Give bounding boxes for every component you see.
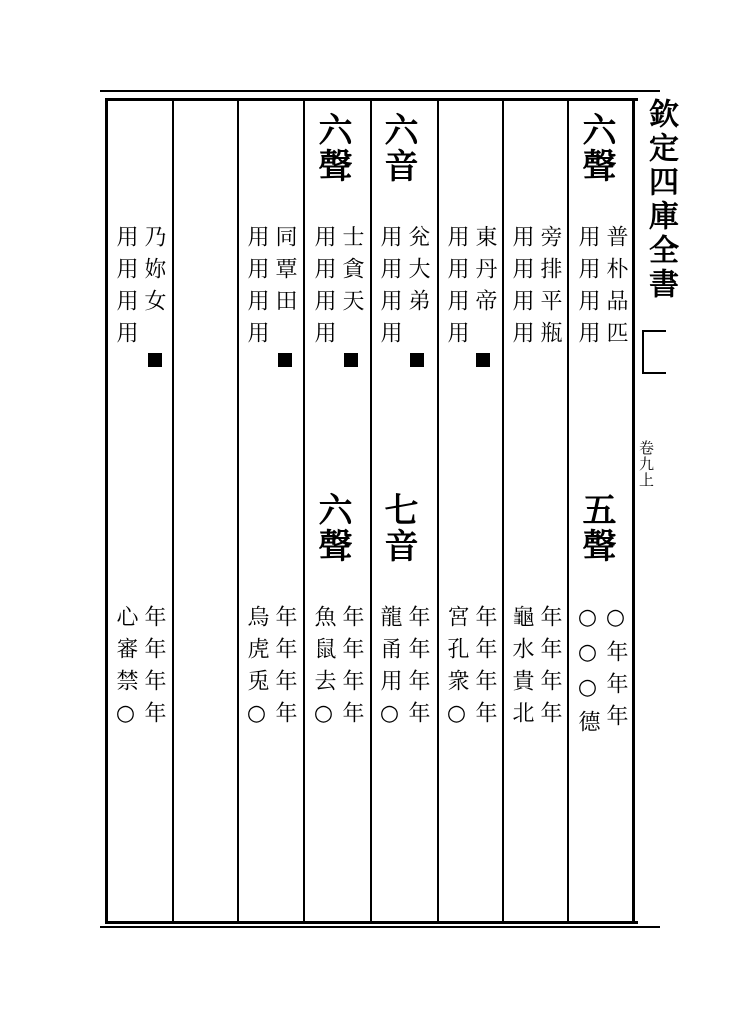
column-lower-pair (112, 605, 166, 736)
column-bottom-right: 年年年年 (272, 605, 297, 733)
bottom-border-line (100, 926, 660, 928)
column-heading: 六聲 (312, 112, 352, 184)
column-top-right: 東丹帝 (472, 225, 497, 321)
column-lower-pair (243, 605, 297, 736)
column-top-left: 用用用用 (113, 225, 138, 353)
column-top-right: 旁排平瓶 (537, 225, 562, 353)
column-rule (303, 98, 305, 921)
column-rule (437, 98, 439, 921)
column-top-left: 用用用用 (575, 225, 600, 353)
column-bottom-left: ○○○德 (575, 605, 600, 742)
column-lower-pair (376, 605, 430, 736)
column-top-left: 用用用用 (311, 225, 336, 353)
column-rule (172, 98, 174, 921)
column-rule (632, 98, 635, 921)
column-bottom-left: 魚鼠去○ (311, 605, 336, 736)
column-lower-pair (508, 605, 562, 733)
black-square-mark (476, 353, 490, 367)
column-mid-heading: 五聲 (576, 492, 616, 564)
column-upper-pair (443, 225, 497, 353)
column-rule (502, 98, 504, 921)
column-lower-pair (310, 605, 364, 736)
column-lower-pair (574, 605, 628, 742)
column-upper-pair (112, 225, 166, 353)
column-rule (237, 98, 239, 921)
column-upper-pair (310, 225, 364, 353)
book-title-banner (638, 98, 678, 302)
column-mid-heading: 七音 (378, 492, 418, 564)
column-top-left: 用用用用 (444, 225, 469, 353)
column-bottom-right: 年年年年 (405, 605, 430, 733)
book-title: 欽定四庫全書 (643, 98, 678, 302)
column-bottom-left: 龜水貴北 (509, 605, 534, 733)
column-bottom-right: 年年年年 (339, 605, 364, 733)
column-upper-pair (574, 225, 628, 353)
column-top-right: 同覃田 (272, 225, 297, 321)
column-upper-pair (243, 225, 297, 353)
column-bottom-left: 宮孔衆○ (444, 605, 469, 736)
black-square-mark (148, 353, 162, 367)
column-top-right: 乃妳女 (141, 225, 166, 321)
column-rule (370, 98, 372, 921)
black-square-mark (278, 353, 292, 367)
column-bottom-right: 年年年年 (141, 605, 166, 733)
column-bottom-right: ○年年年 (603, 605, 628, 736)
black-square-mark (344, 353, 358, 367)
juan-label: 卷九上 (637, 440, 655, 488)
column-upper-pair (376, 225, 430, 353)
column-heading: 六音 (378, 112, 418, 184)
column-bottom-right: 年年年年 (537, 605, 562, 733)
black-square-mark (410, 353, 424, 367)
column-top-right: 普朴品匹 (603, 225, 628, 353)
column-bottom-left: 心審禁○ (113, 605, 138, 736)
top-border-line (100, 90, 660, 92)
column-top-right: 兊大弟 (405, 225, 430, 321)
column-bottom-left: 龍甬用○ (377, 605, 402, 736)
column-rule (567, 98, 569, 921)
fish-tail-mark (642, 330, 666, 374)
column-upper-pair (508, 225, 562, 353)
column-top-left: 用用用用 (377, 225, 402, 353)
column-top-left: 用用用用 (244, 225, 269, 353)
column-top-right: 士貪天 (339, 225, 364, 321)
column-bottom-left: 烏虎兎○ (244, 605, 269, 736)
column-lower-pair (443, 605, 497, 736)
column-bottom-right: 年年年年 (472, 605, 497, 733)
column-heading: 六聲 (576, 112, 616, 184)
column-top-left: 用用用用 (509, 225, 534, 353)
column-mid-heading: 六聲 (312, 492, 352, 564)
